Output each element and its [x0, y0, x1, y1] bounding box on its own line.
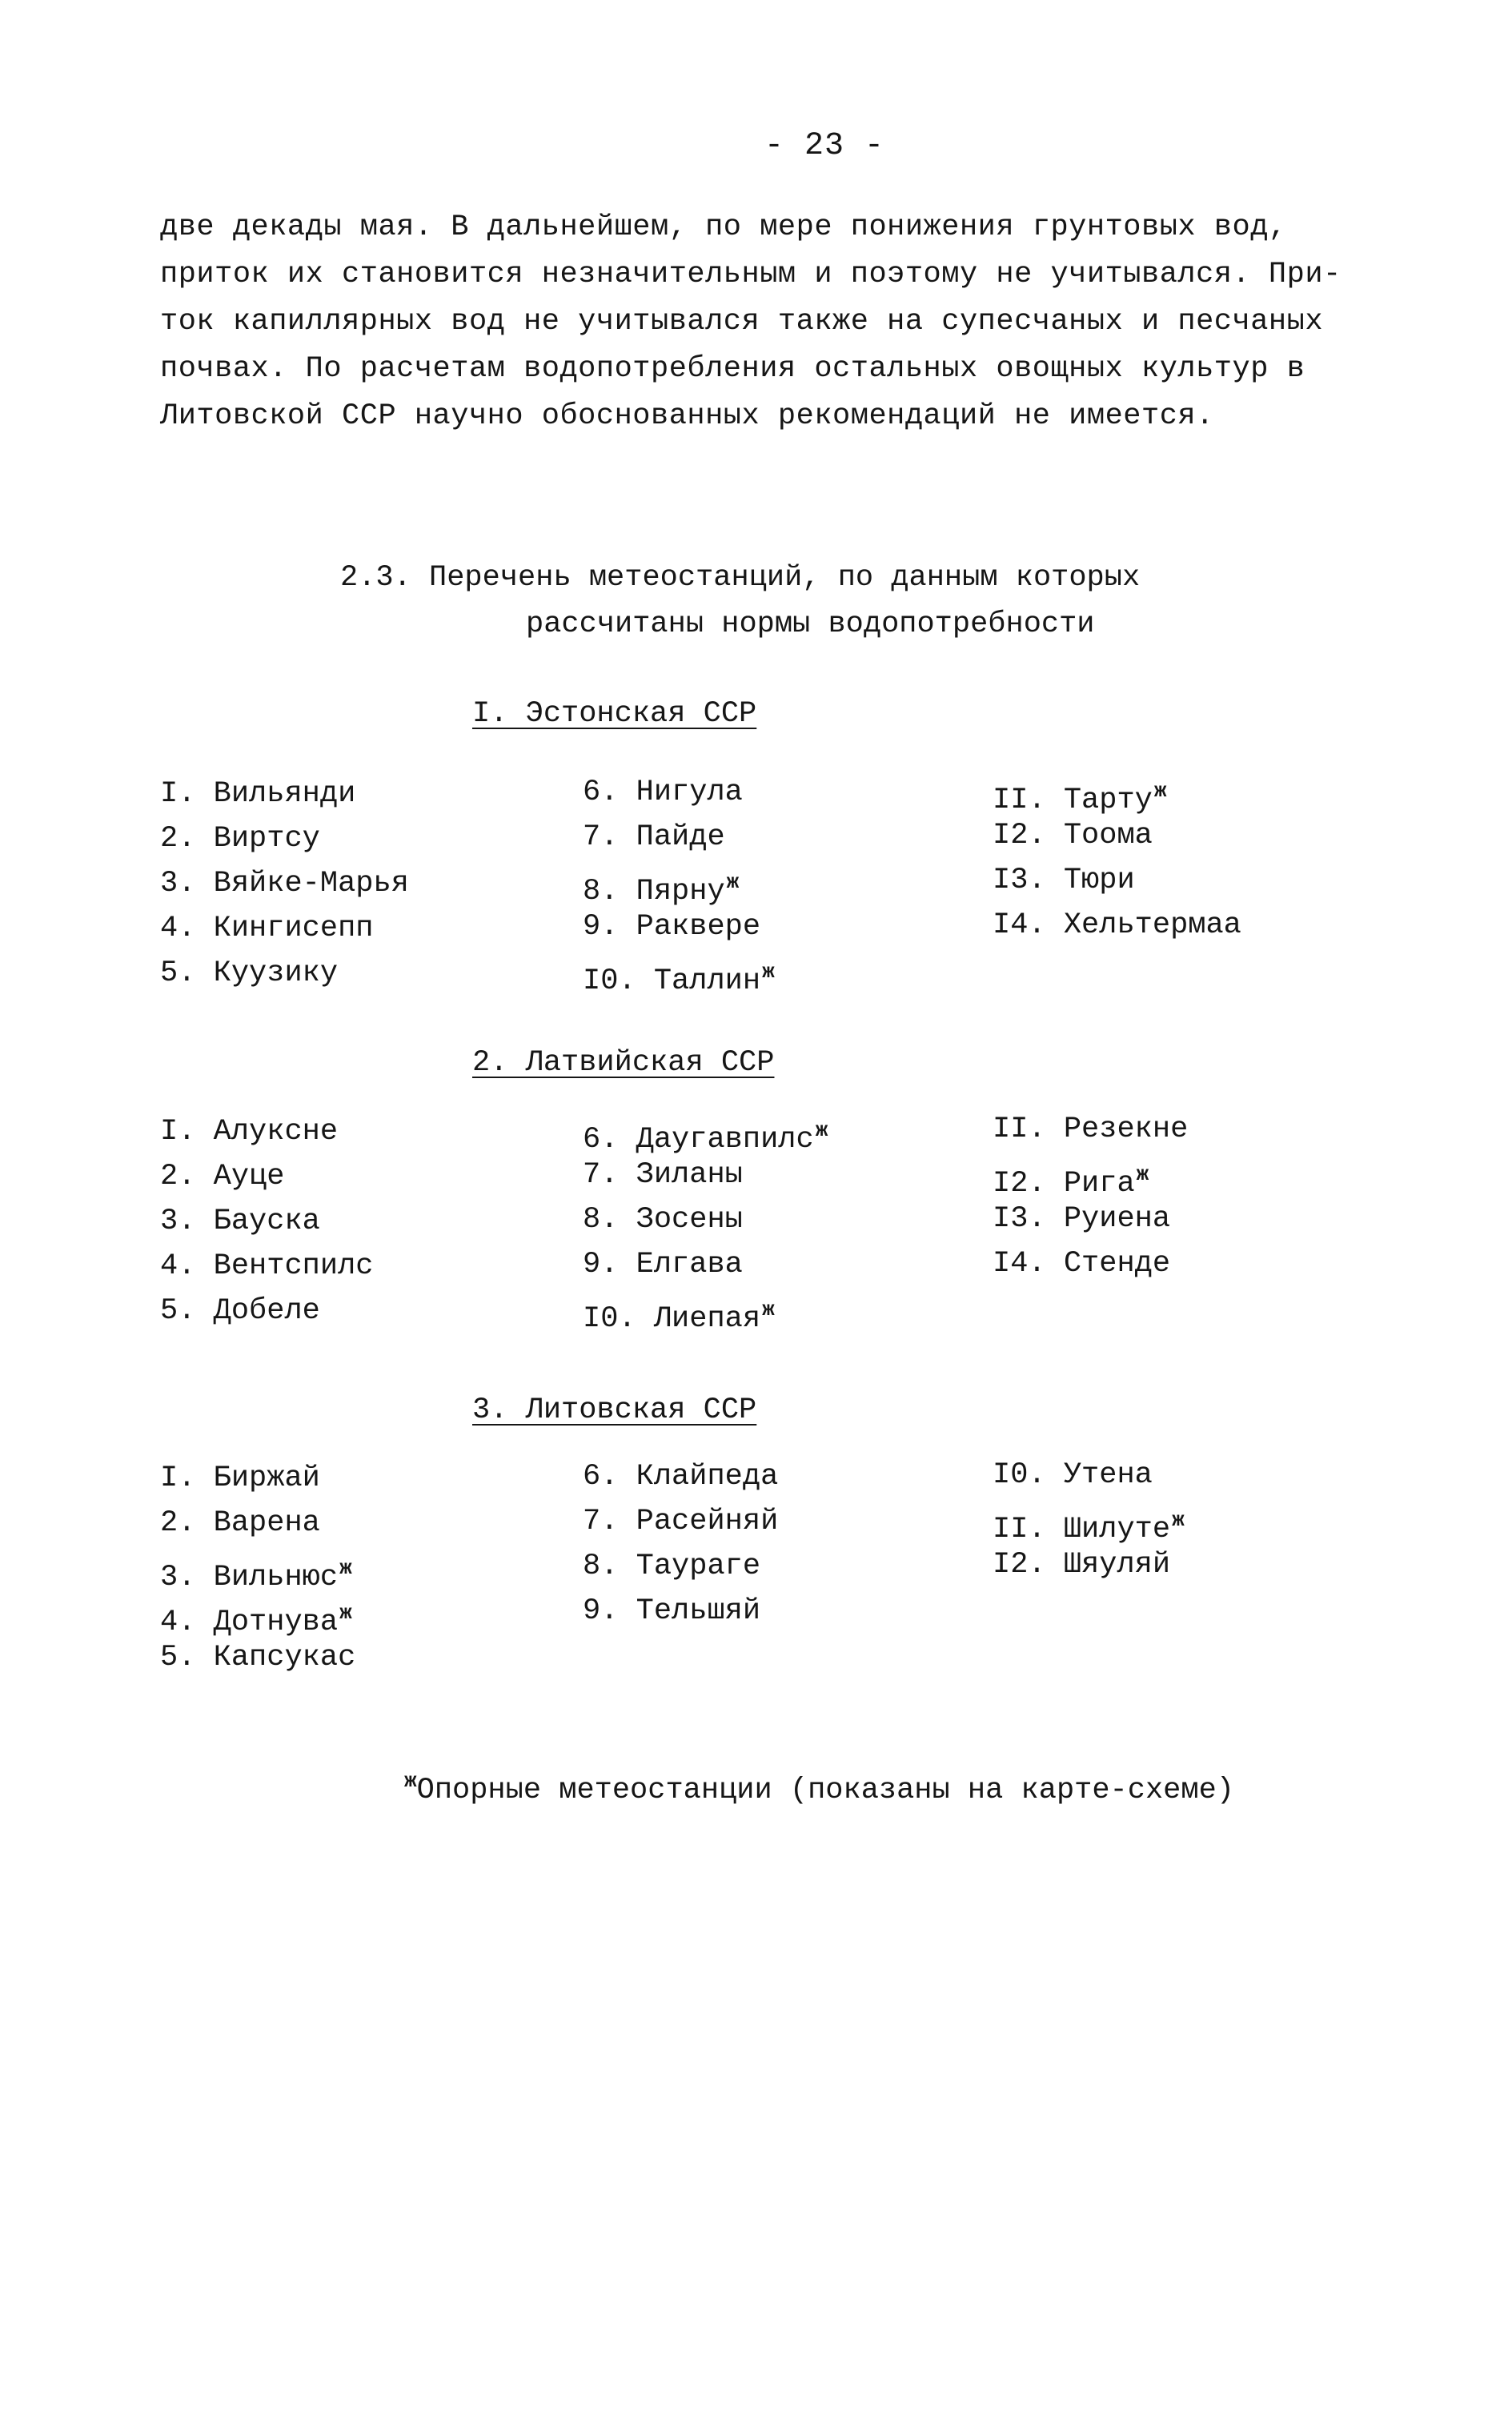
station-number: I. — [160, 1115, 196, 1149]
station-number: 6. — [583, 1123, 619, 1157]
station-item — [583, 1499, 778, 1544]
paragraph-line: почвах. По расчетам водопотребления остальных овощных культур в — [160, 352, 1305, 386]
station-name: Елгава — [636, 1248, 743, 1281]
station-item — [583, 1197, 828, 1242]
station-number: II. — [993, 1513, 1046, 1546]
station-name: Зиланы — [636, 1158, 743, 1192]
station-name: Стенде — [1063, 1247, 1171, 1281]
section-title-line: 2.3. Перечень метеостанций, по данным которых — [340, 561, 1141, 595]
station-item — [160, 1635, 355, 1680]
station-item — [583, 860, 775, 908]
reference-station-mark: ж — [762, 1297, 775, 1321]
station-item — [160, 1456, 355, 1501]
station-item — [583, 1153, 828, 1197]
station-number: 3. — [160, 867, 196, 900]
station-column — [160, 772, 409, 996]
station-number: I2. — [993, 1167, 1046, 1201]
station-name: Вильнюс — [213, 1561, 339, 1594]
station-item — [160, 1590, 355, 1639]
station-number: 2. — [160, 1506, 196, 1540]
station-item — [160, 1154, 373, 1199]
reference-station-mark: ж — [1136, 1162, 1149, 1186]
station-name: Шилуте — [1063, 1513, 1171, 1546]
station-name: Утена — [1063, 1458, 1153, 1492]
station-name: Таураге — [636, 1550, 761, 1583]
station-number: 5. — [160, 956, 196, 990]
station-name: Дотнува — [213, 1606, 339, 1639]
station-number: I4. — [993, 908, 1046, 942]
paragraph — [160, 204, 1361, 440]
paragraph-line: ток капиллярных вод не учитывался также на супесчаных и песчаных — [160, 305, 1324, 339]
station-number: I2. — [993, 819, 1046, 852]
station-item — [160, 1244, 373, 1289]
station-number: 5. — [160, 1294, 196, 1328]
station-item — [993, 813, 1241, 858]
station-item — [160, 816, 409, 861]
reference-station-mark: ж — [339, 1556, 352, 1580]
station-name: Тельшяй — [636, 1594, 761, 1628]
station-item — [583, 770, 775, 815]
station-name: Добеле — [213, 1294, 320, 1328]
station-number: 2. — [160, 1160, 196, 1193]
station-number: 2. — [160, 822, 196, 856]
station-number: 5. — [160, 1641, 196, 1674]
station-name: Куузику — [213, 956, 339, 990]
station-number: 8. — [583, 1203, 619, 1237]
station-name: Капсукас — [213, 1641, 356, 1674]
station-name: Ауце — [213, 1160, 285, 1193]
station-number: 9. — [583, 1594, 619, 1628]
group-heading-latvia: 2. Латвийская ССР — [472, 1046, 775, 1080]
station-column — [583, 1454, 778, 1634]
station-column — [993, 1107, 1188, 1286]
station-number: I0. — [583, 964, 636, 998]
station-item — [993, 1498, 1185, 1546]
station-item — [993, 768, 1241, 817]
station-name: Руиена — [1063, 1202, 1171, 1236]
station-number: I3. — [993, 1202, 1046, 1236]
station-number: 8. — [583, 1550, 619, 1583]
station-number: I4. — [993, 1247, 1046, 1281]
station-number: I. — [160, 777, 196, 811]
station-number: 8. — [583, 875, 619, 908]
page-number: - 23 - — [764, 128, 885, 164]
station-column — [160, 1109, 373, 1333]
station-name: Хельтермаа — [1063, 908, 1241, 942]
station-item — [993, 1152, 1188, 1201]
station-name: Биржай — [213, 1462, 320, 1495]
station-name: Алуксне — [213, 1115, 339, 1149]
station-name: Тарту — [1063, 784, 1153, 817]
station-item — [160, 861, 409, 906]
station-column — [993, 1453, 1185, 1587]
station-name: Вяйке-Марья — [213, 867, 409, 900]
station-column — [583, 770, 775, 998]
station-name: Тюри — [1063, 864, 1135, 897]
station-number: 4. — [160, 1249, 196, 1283]
station-number: 3. — [160, 1205, 196, 1238]
station-item — [993, 1542, 1185, 1587]
station-name: Варена — [213, 1506, 320, 1540]
station-item — [160, 772, 409, 816]
station-number: 6. — [583, 1460, 619, 1494]
station-number: I3. — [993, 864, 1046, 897]
station-number: 4. — [160, 912, 196, 945]
reference-station-mark: ж — [815, 1118, 828, 1142]
section-title — [340, 555, 1140, 648]
station-item — [160, 1289, 373, 1333]
station-item — [583, 1287, 828, 1336]
station-number: 4. — [160, 1606, 196, 1639]
station-number: I. — [160, 1462, 196, 1495]
station-item — [160, 1199, 373, 1244]
station-name: Пайде — [636, 820, 725, 854]
footnote-text: Опорные метеостанции (показаны на карте-схеме) — [416, 1774, 1234, 1807]
station-number: II. — [993, 784, 1046, 817]
station-name: Расейняй — [636, 1505, 779, 1538]
station-item — [993, 1197, 1188, 1241]
station-number: I2. — [993, 1548, 1046, 1582]
footnote — [404, 1763, 1234, 1808]
station-number: II. — [993, 1113, 1046, 1146]
station-name: Даугавпилс — [636, 1123, 814, 1157]
reference-station-mark: ж — [1172, 1508, 1185, 1532]
station-item — [160, 1546, 355, 1594]
station-number: 3. — [160, 1561, 196, 1594]
station-number: I0. — [583, 1302, 636, 1336]
station-name: Тоома — [1063, 819, 1153, 852]
station-name: Пярну — [636, 875, 725, 908]
station-name: Лиепая — [653, 1302, 761, 1336]
group-heading-lithuania: 3. Литовская ССР — [472, 1393, 757, 1427]
station-item — [993, 858, 1241, 903]
station-number: 7. — [583, 820, 619, 854]
station-name: Клайпеда — [636, 1460, 779, 1494]
station-item — [583, 949, 775, 998]
station-item — [160, 1109, 373, 1154]
station-item — [160, 906, 409, 951]
reference-station-mark: ж — [1153, 779, 1167, 803]
station-item — [583, 904, 775, 949]
paragraph-line: Литовской ССР научно обоснованных рекомендаций не имеется. — [160, 399, 1214, 433]
station-name: Резекне — [1063, 1113, 1189, 1146]
station-name: Таллин — [653, 964, 761, 998]
station-number: 7. — [583, 1505, 619, 1538]
station-item — [583, 815, 775, 860]
station-column — [993, 768, 1241, 948]
footnote-mark: ж — [404, 1769, 417, 1793]
station-number: 6. — [583, 776, 619, 809]
station-name: Зосены — [636, 1203, 743, 1237]
station-name: Шяуляй — [1063, 1548, 1171, 1582]
paragraph-line: приток их становится незначительным и поэтому не учитывался. При- — [160, 258, 1342, 291]
station-number: 9. — [583, 910, 619, 944]
group-heading-estonia: I. Эстонская ССР — [472, 697, 757, 731]
station-number: 9. — [583, 1248, 619, 1281]
station-number: I0. — [993, 1458, 1046, 1492]
station-item — [993, 1241, 1188, 1286]
station-item — [993, 1107, 1188, 1152]
station-name: Виртсу — [213, 822, 320, 856]
station-name: Нигула — [636, 776, 743, 809]
station-column — [583, 1108, 828, 1336]
station-item — [583, 1454, 778, 1499]
reference-station-mark: ж — [339, 1601, 352, 1625]
station-item — [583, 1589, 778, 1634]
station-column — [160, 1456, 355, 1680]
station-name: Рига — [1063, 1167, 1135, 1201]
station-number: 7. — [583, 1158, 619, 1192]
station-item — [160, 951, 409, 996]
section-title-line: рассчитаны нормы водопотребности — [526, 608, 1095, 641]
station-name: Кингисепп — [213, 912, 374, 945]
station-item — [993, 903, 1241, 948]
station-item — [993, 1453, 1185, 1498]
reference-station-mark: ж — [726, 870, 740, 894]
station-item — [583, 1242, 828, 1287]
station-name: Вильянди — [213, 777, 356, 811]
station-item — [583, 1544, 778, 1589]
station-item — [583, 1108, 828, 1157]
station-name: Бауска — [213, 1205, 320, 1238]
station-item — [160, 1501, 355, 1546]
station-name: Раквере — [636, 910, 761, 944]
paragraph-line: две декады мая. В дальнейшем, по мере понижения грунтовых вод, — [160, 211, 1287, 244]
reference-station-mark: ж — [762, 960, 775, 984]
station-name: Вентспилс — [213, 1249, 374, 1283]
